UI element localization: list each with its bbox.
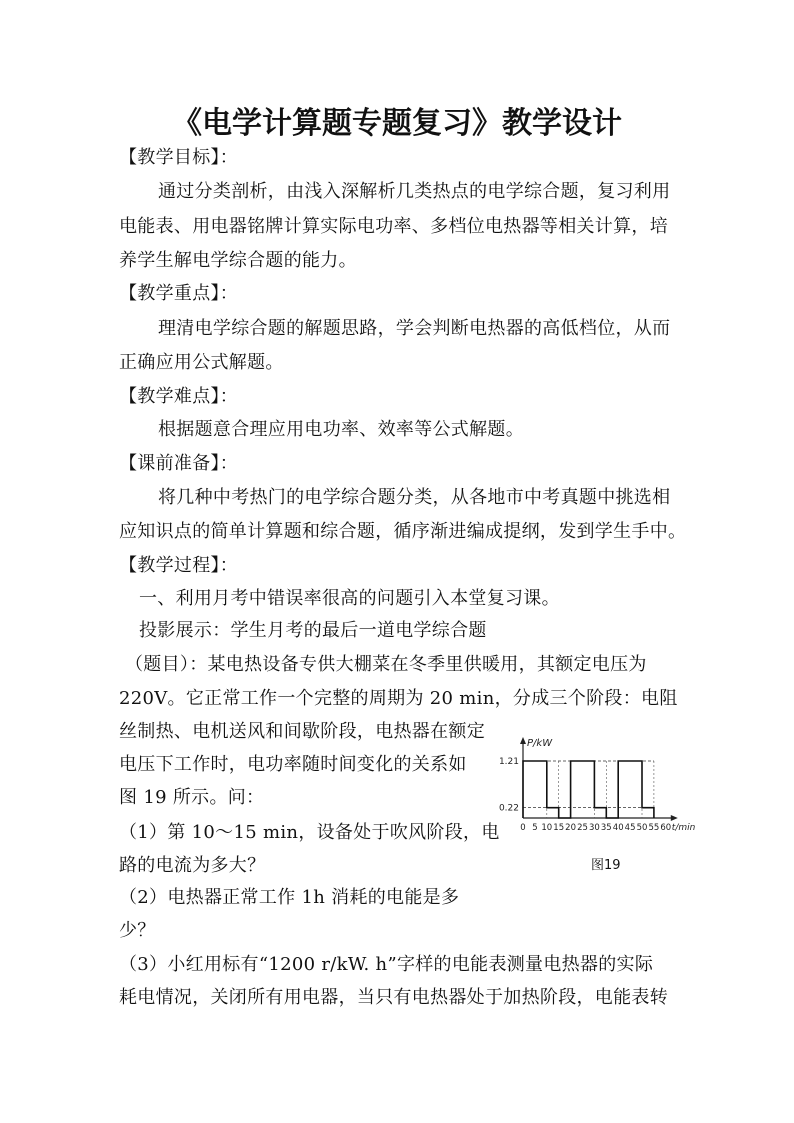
x-tick-label: 15 xyxy=(553,823,565,833)
x-tick-label: 25 xyxy=(577,823,588,833)
goal-line: 通过分类剖析，由浅入深解析几类热点的电学综合题，复习利用 xyxy=(158,181,671,202)
key-heading: 【教学重点】： xyxy=(119,283,239,304)
key-line: 理清电学综合题的解题思路，学会判断电热器的高低档位，从而 xyxy=(158,318,671,339)
x-tick-label: 45 xyxy=(624,823,636,833)
x-tick-label: 10 xyxy=(541,823,553,833)
difficulty-line: 根据题意合理应用电功率、效率等公式解题。 xyxy=(158,419,524,440)
process-line: 少？ xyxy=(119,920,156,941)
process-line: 一、利用月考中错误率很高的问题引入本堂复习课。 xyxy=(139,588,560,609)
goal-line: 养学生解电学综合题的能力。 xyxy=(119,250,357,271)
goal-heading: 【教学目标】： xyxy=(119,147,239,168)
process-line: （题目）：某电热设备专供大棚菜在冬季里供暖用，其额定电压为 xyxy=(125,654,647,675)
process-line: 耗电情况，关闭所有用电器，当只有电热器处于加热阶段，电能表转 xyxy=(119,987,668,1008)
y-axis-arrow xyxy=(520,737,526,744)
x-tick-label: 35 xyxy=(600,823,612,833)
process-heading: 【教学过程】： xyxy=(119,555,239,576)
process-line: （2）电热器正常工作 1h 消耗的电能是多 xyxy=(119,887,460,908)
x-tick-label: 55 xyxy=(648,823,660,833)
x-tick-label: 30 xyxy=(588,823,600,833)
x-tick-label: 5 xyxy=(532,823,538,833)
prep-line: 将几种中考热门的电学综合题分类，从各地市中考真题中挑选相 xyxy=(158,487,671,508)
x-tick-label: 60 xyxy=(660,823,672,833)
x-tick-label: 50 xyxy=(636,823,648,833)
y-tick-label: 1.21 xyxy=(498,757,519,768)
process-line: 投影展示：学生月考的最后一道电学综合题 xyxy=(139,620,487,641)
y-axis-label: P/kW xyxy=(527,738,553,749)
y-tick-label: 0.22 xyxy=(498,803,519,814)
prep-line: 应知识点的简单计算题和综合题，循序渐进编成提纲，发到学生手中。 xyxy=(119,521,687,542)
power-series-line xyxy=(523,761,654,818)
x-tick-label: 40 xyxy=(612,823,624,833)
figure-caption: 图19 xyxy=(591,858,621,873)
page-title: 《电学计算题专题复习》教学设计 xyxy=(172,106,622,141)
process-line: 路的电流为多大？ xyxy=(119,855,266,876)
difficulty-heading: 【教学难点】： xyxy=(119,386,239,407)
process-line: 电压下工作时，电功率随时间变化的关系如 xyxy=(119,754,467,775)
prep-heading: 【课前准备】： xyxy=(119,453,239,474)
x-tick-label: 20 xyxy=(565,823,577,833)
process-line: 丝制热、电机送风和间歇阶段，电热器在额定 xyxy=(119,721,485,742)
key-line: 正确应用公式解题。 xyxy=(119,352,284,373)
x-tick-label: 0 xyxy=(520,823,526,833)
process-line: 220V。它正常工作一个完整的周期为 20 min，分成三个阶段：电阻 xyxy=(119,688,678,709)
process-line: （3）小红用标有“1200 r/kW. h”字样的电能表测量电热器的实际 xyxy=(119,954,654,975)
x-axis-arrow xyxy=(671,815,678,821)
process-line: （1）第 10～15 min，设备处于吹风阶段，电 xyxy=(119,822,500,843)
x-axis-label: t/min xyxy=(671,823,696,833)
goal-line: 电能表、用电器铭牌计算实际电功率、多档位电热器等相关计算，培 xyxy=(119,216,668,237)
process-line: 图 19 所示。问： xyxy=(119,787,265,808)
